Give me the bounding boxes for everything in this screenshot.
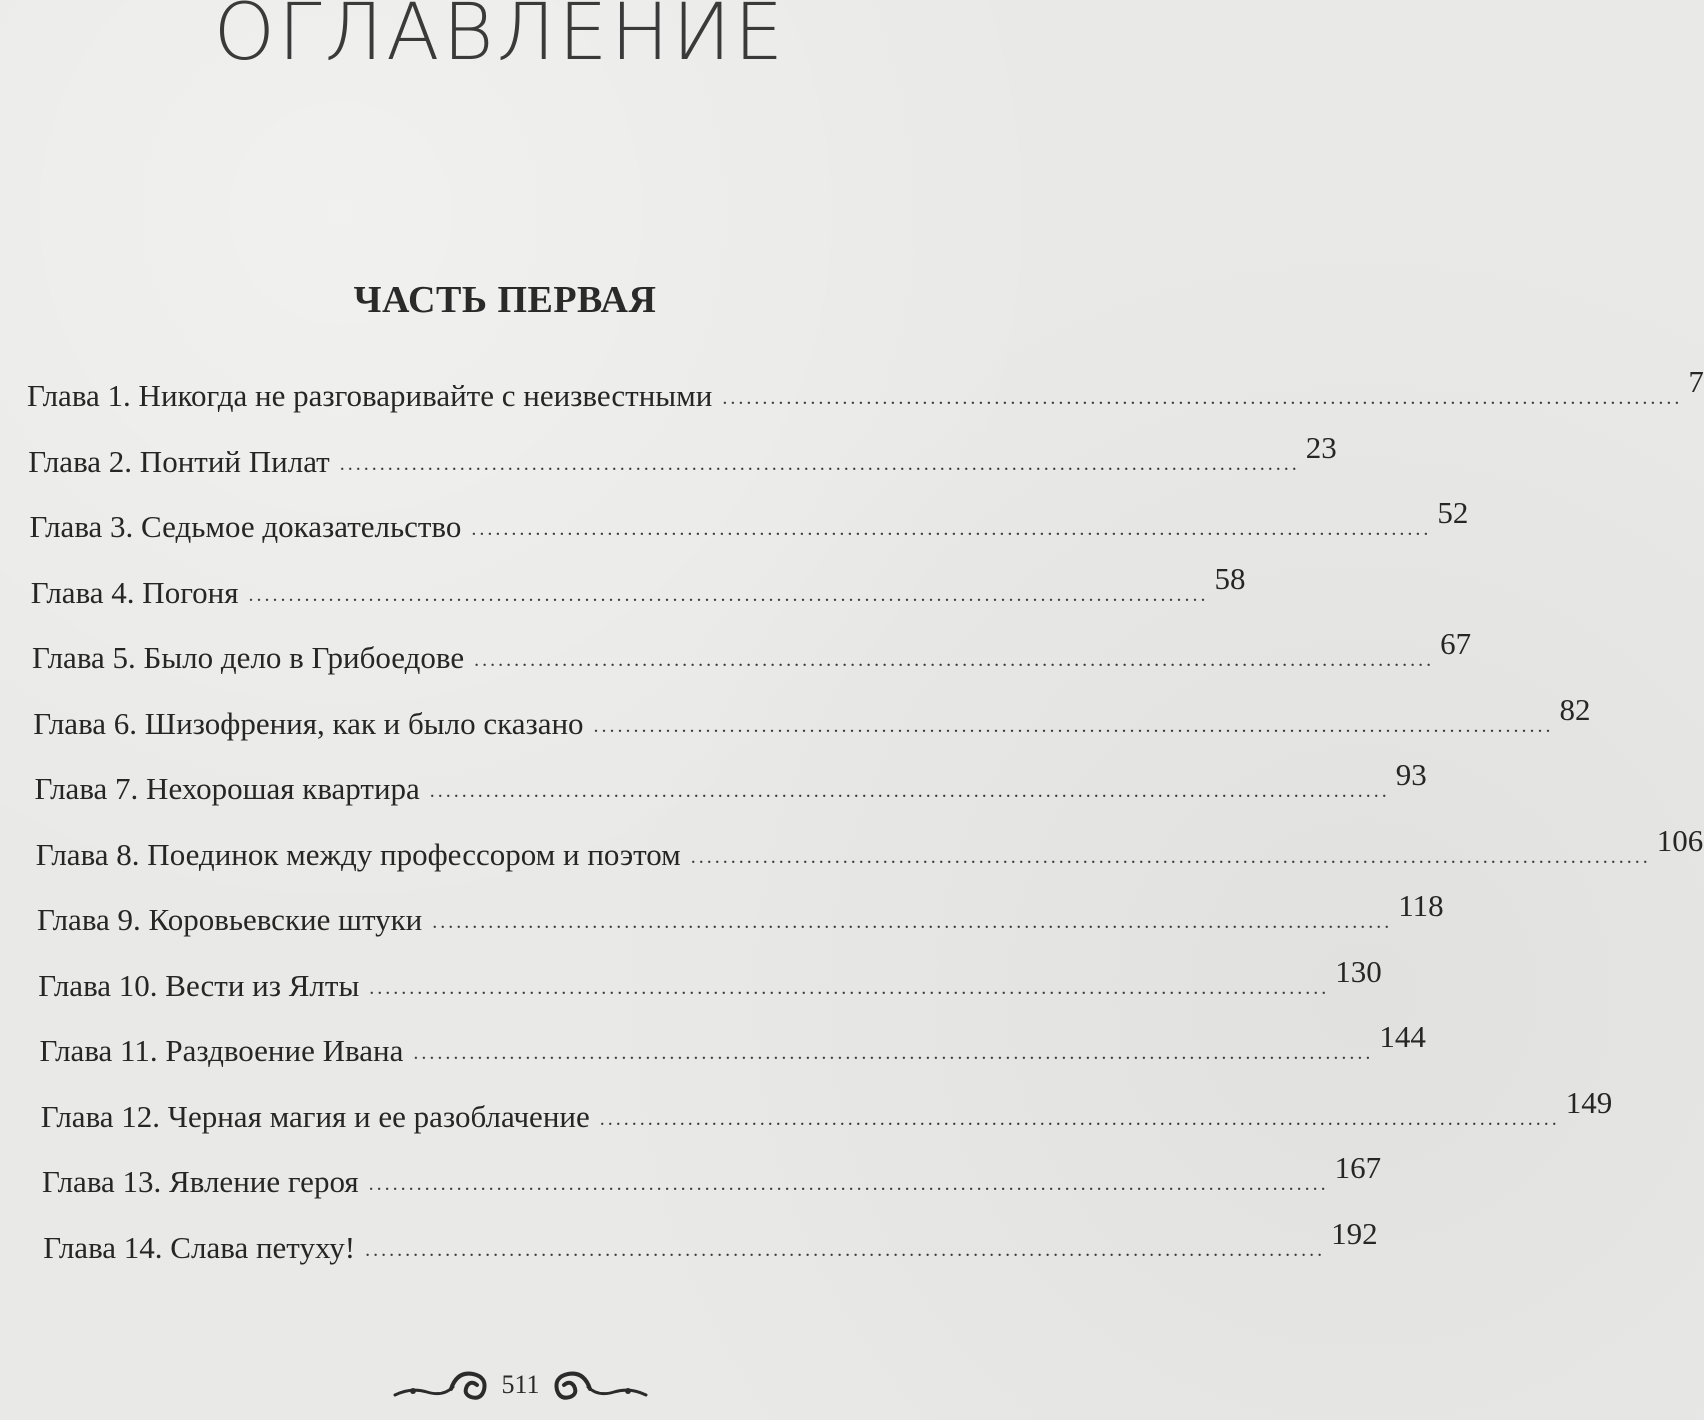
- page-footer: [0, 1360, 1041, 1410]
- chapter-page-number: 52: [1437, 495, 1469, 530]
- toc-entry-12: [40, 1084, 1613, 1134]
- toc-entry-1: [27, 364, 1704, 413]
- chapter-title: Глава 10. Вести из Ялты: [38, 967, 360, 1003]
- dot-leader: ........................................................................................................................: [471, 518, 1432, 540]
- chapter-title: Глава 1. Никогда не разговаривайте с неизвестными: [27, 378, 713, 413]
- dot-leader: ........................................................................................................................: [474, 649, 1435, 671]
- toc-entry-11: [39, 1019, 1426, 1068]
- dot-leader: ........................................................................................................................: [368, 1173, 1329, 1195]
- chapter-title: Глава 2. Понтий Пилат: [28, 443, 330, 479]
- dot-leader: ........................................................................................................................: [593, 714, 1554, 737]
- dot-leader: ........................................................................................................................: [413, 1042, 1374, 1064]
- toc-entry-14: [43, 1215, 1378, 1265]
- chapter-page-number: 118: [1398, 888, 1444, 923]
- toc-entry-13: [42, 1150, 1382, 1199]
- dot-leader: ........................................................................................................................: [339, 452, 1300, 475]
- chapter-page-number: 67: [1440, 626, 1472, 661]
- chapter-page-number: 82: [1559, 691, 1591, 727]
- chapter-title: Глава 9. Коровьевские штуки: [37, 902, 423, 937]
- chapter-page-number: 167: [1334, 1150, 1382, 1185]
- chapter-page-number: 106: [1656, 822, 1704, 858]
- part-heading: ЧАСТЬ ПЕРВАЯ: [353, 279, 657, 321]
- toc-entry-4: [30, 560, 1246, 610]
- chapter-title: Глава 12. Черная магия и ее разоблачение: [40, 1098, 590, 1134]
- chapter-page-number: 149: [1565, 1084, 1613, 1120]
- dot-leader: ........................................................................................................................: [432, 911, 1393, 933]
- left-swirl-ornament-icon: [391, 1365, 491, 1405]
- chapter-page-number: 23: [1305, 429, 1337, 465]
- right-swirl-ornament-icon: [550, 1365, 650, 1405]
- chapter-title: Глава 6. Шизофрения, как и было сказано: [33, 705, 584, 741]
- dot-leader: ........................................................................................................................: [248, 583, 1209, 606]
- chapter-page-number: 192: [1331, 1215, 1378, 1251]
- toc-entry-2: [28, 429, 1337, 479]
- toc-entry-8: [35, 822, 1704, 872]
- chapter-title: Глава 14. Слава петуху!: [43, 1229, 356, 1265]
- chapter-title: Глава 7. Нехорошая квартира: [34, 771, 420, 806]
- chapter-title: Глава 8. Поединок между профессором и поэтом: [35, 836, 681, 872]
- chapter-title: Глава 13. Явление героя: [42, 1164, 359, 1199]
- dot-leader: ........................................................................................................................: [369, 976, 1330, 999]
- page-number: 511: [501, 1370, 540, 1399]
- toc-entry-6: [33, 691, 1591, 741]
- dot-leader: ........................................................................................................................: [599, 1107, 1560, 1130]
- chapter-title: Глава 3. Седьмое доказательство: [29, 509, 462, 544]
- dot-leader: ........................................................................................................................: [722, 387, 1683, 409]
- toc-entry-10: [38, 953, 1382, 1003]
- toc-entry-9: [37, 888, 1444, 937]
- chapter-title: Глава 4. Погоня: [30, 574, 239, 610]
- toc-entry-5: [32, 626, 1472, 675]
- page-title: ОГЛАВЛЕНИЕ: [213, 0, 787, 78]
- dot-leader: ........................................................................................................................: [690, 845, 1651, 868]
- chapter-page-number: 130: [1335, 953, 1382, 989]
- chapter-page-number: 144: [1379, 1019, 1426, 1054]
- toc-entry-7: [34, 757, 1427, 806]
- dot-leader: ........................................................................................................................: [365, 1238, 1326, 1261]
- toc-entry-3: [29, 495, 1469, 544]
- chapter-page-number: 93: [1395, 757, 1427, 792]
- dot-leader: ........................................................................................................................: [429, 780, 1390, 802]
- chapter-title: Глава 5. Было дело в Грибоедове: [32, 640, 465, 675]
- chapter-page-number: 58: [1214, 560, 1246, 596]
- chapter-page-number: 7: [1688, 364, 1704, 399]
- chapter-title: Глава 11. Раздвоение Ивана: [39, 1033, 404, 1068]
